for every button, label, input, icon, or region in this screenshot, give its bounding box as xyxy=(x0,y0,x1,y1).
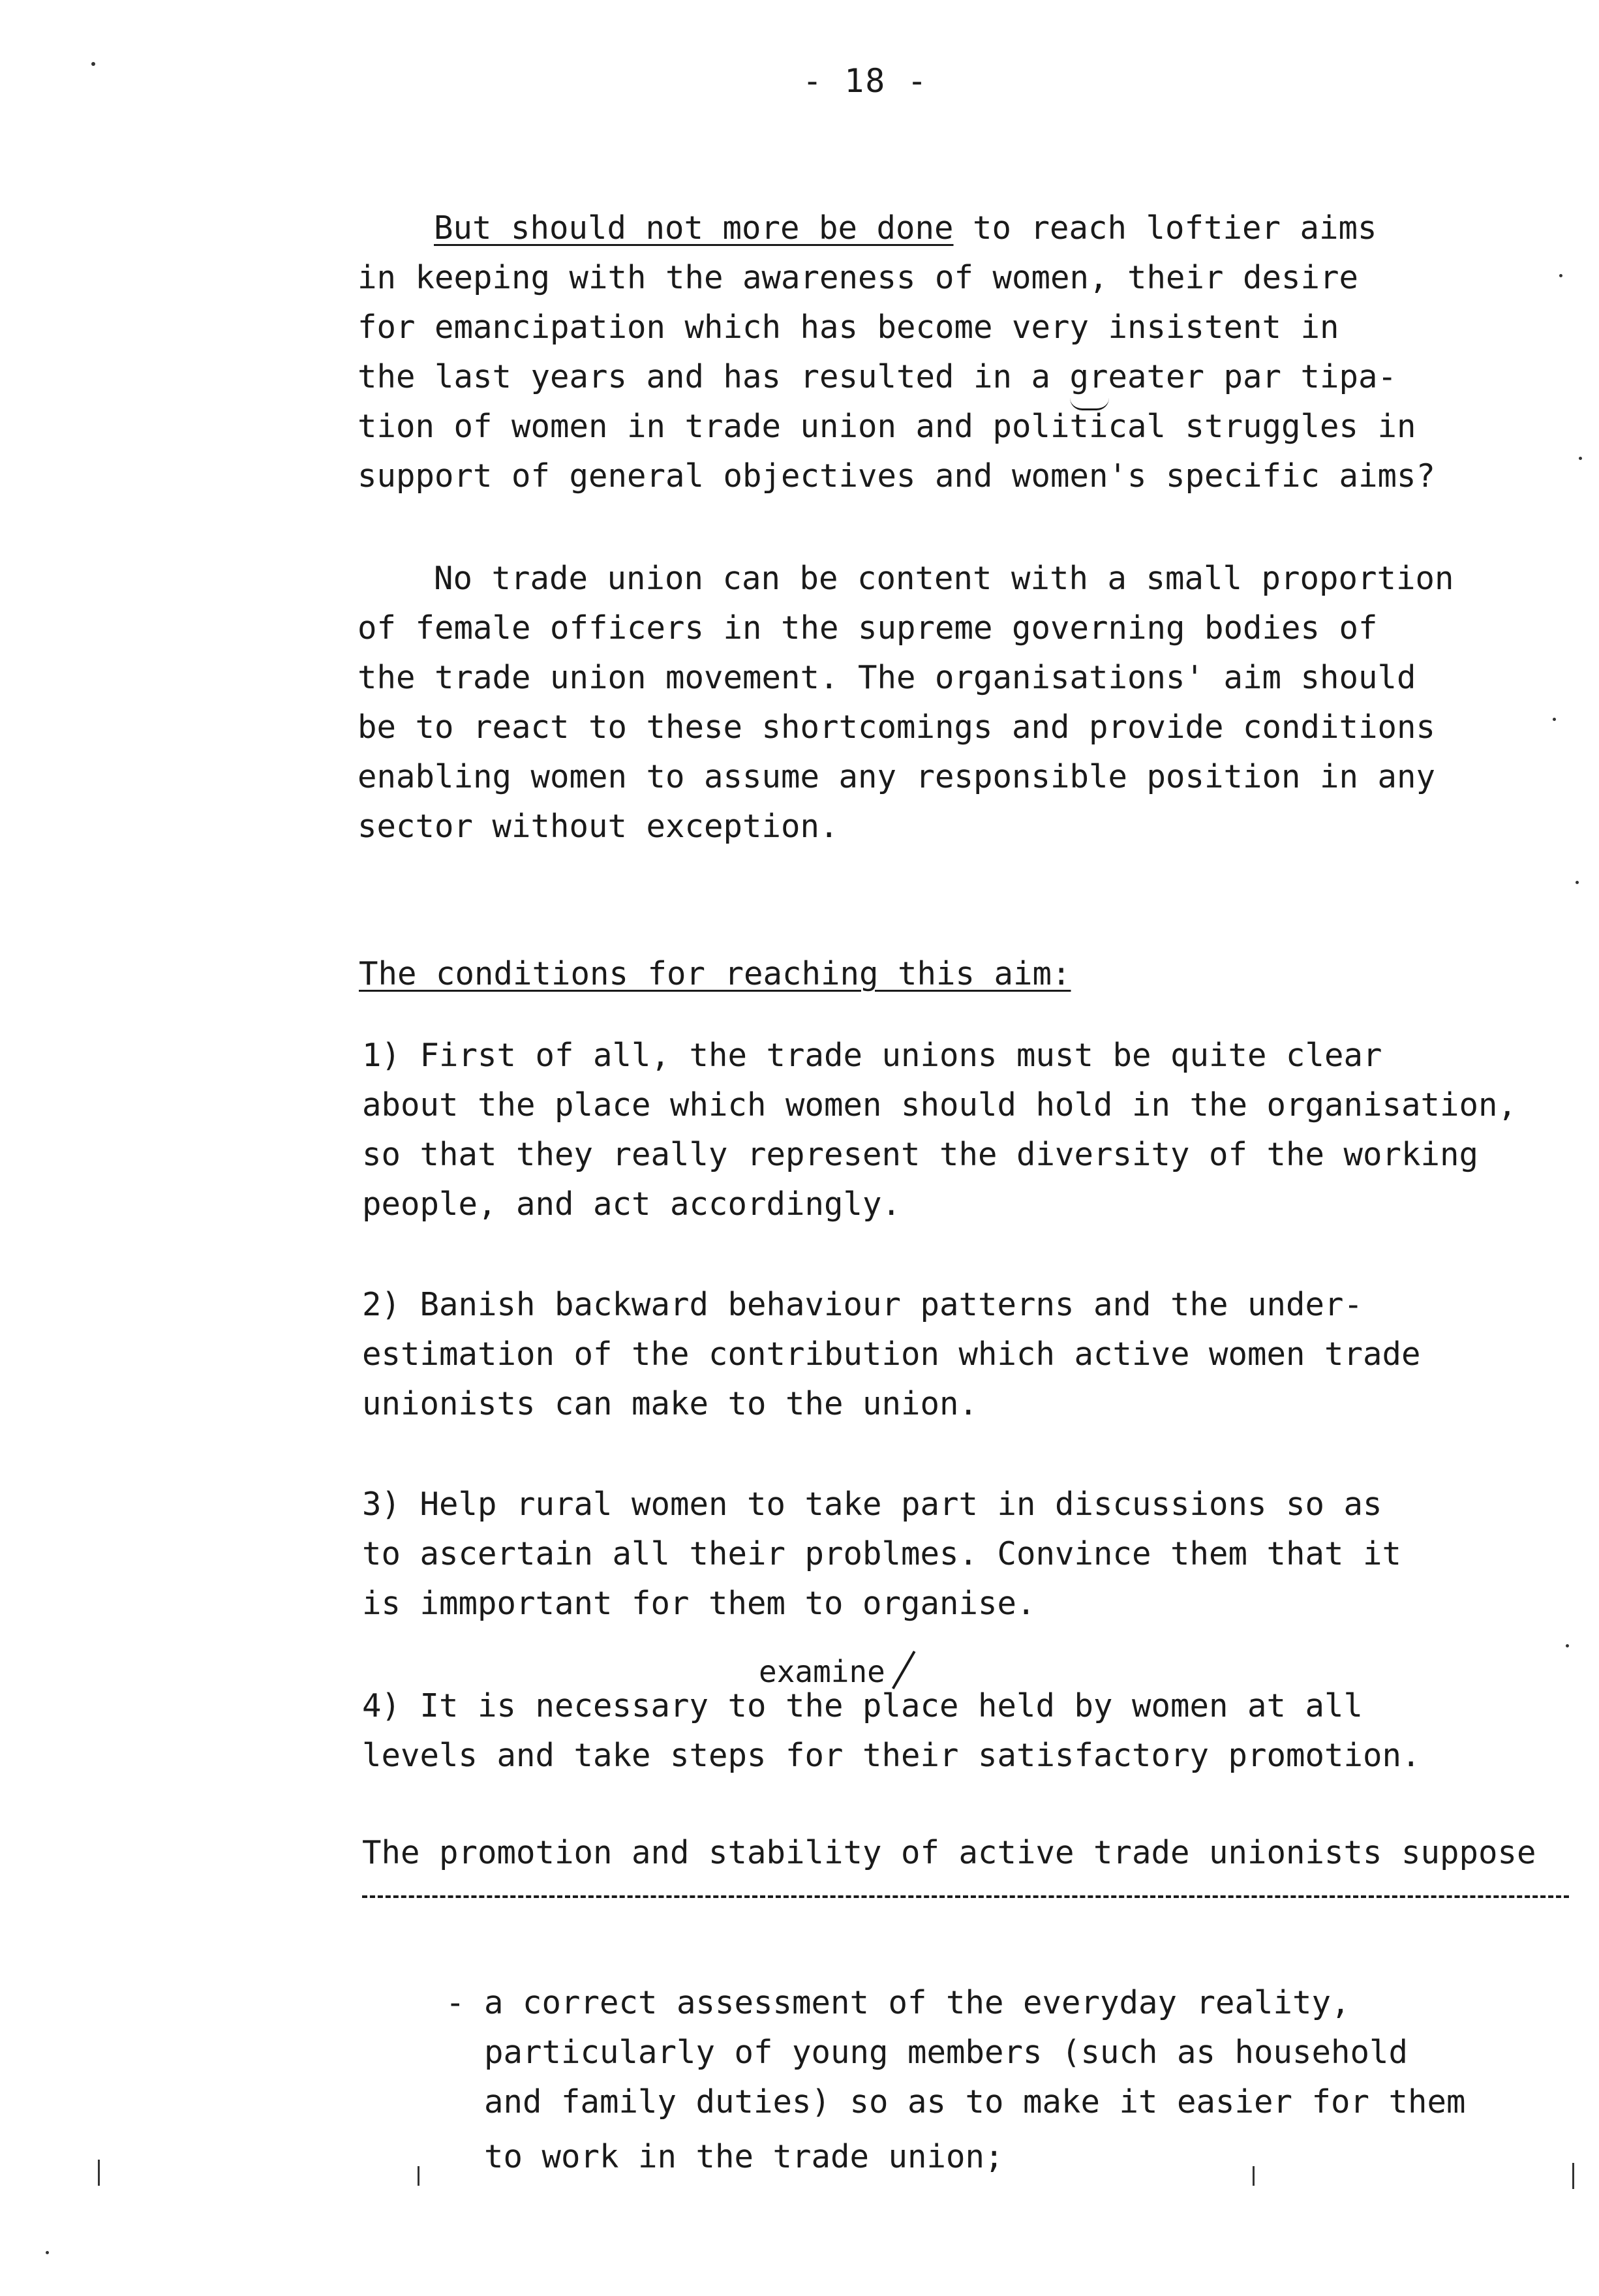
scan-speck xyxy=(418,2166,419,2186)
handwritten-brace-mark xyxy=(1070,398,1109,410)
scan-speck xyxy=(98,2160,100,2186)
underlined-phrase: But should not more be done xyxy=(434,209,954,247)
paragraph-2-line-5: enabling women to assume any responsible position in any xyxy=(358,758,1436,795)
paragraph-1-line-4: the last years and has resulted in a greater par tipa- xyxy=(358,358,1397,395)
page-number: - 18 - xyxy=(802,62,928,100)
item-1-line-3: so that they really represent the diversity of the working xyxy=(362,1136,1479,1173)
paragraph-2-line-1: No trade union can be content with a small proportion xyxy=(434,560,1454,597)
paragraph-1-line-3: for emancipation which has become very insistent in xyxy=(358,309,1339,346)
scan-speck xyxy=(46,2251,49,2254)
scan-speck xyxy=(1576,881,1579,884)
scan-speck xyxy=(1559,274,1562,277)
promotion-heading: The promotion and stability of active trade unionists suppose xyxy=(362,1834,1536,1871)
item-4-line-1: 4) It is necessary to the place held by women at all xyxy=(362,1687,1363,1724)
dashed-divider xyxy=(362,1895,1569,1898)
scan-speck xyxy=(91,62,95,66)
item-2-line-3: unionists can make to the union. xyxy=(362,1385,979,1422)
paragraph-2-line-2: of female officers in the supreme governing bodies of xyxy=(358,609,1378,647)
item-3-line-2: to ascertain all their problmes. Convince them that it xyxy=(362,1535,1402,1572)
item-2-line-2: estimation of the contribution which active women trade xyxy=(362,1336,1421,1373)
paragraph-2-line-6: sector without exception. xyxy=(358,808,839,845)
bullet-1-line-3: and family duties) so as to make it easier for them xyxy=(446,2083,1466,2120)
paragraph-2-line-3: the trade union movement. The organisations' aim should xyxy=(358,659,1416,696)
paragraph-2-line-4: be to react to these shortcomings and provide conditions xyxy=(358,709,1436,746)
item-4-line-2: levels and take steps for their satisfactory promotion. xyxy=(362,1737,1421,1774)
paragraph-1-line-2: in keeping with the awareness of women, their desire xyxy=(358,259,1359,296)
scan-speck xyxy=(1553,718,1556,721)
item-3-line-1: 3) Help rural women to take part in discussions so as xyxy=(362,1486,1382,1523)
scan-speck xyxy=(1253,2166,1255,2186)
item-3-line-3: is immportant for them to organise. xyxy=(362,1585,1036,1622)
item-1-line-1: 1) First of all, the trade unions must be quite clear xyxy=(362,1037,1382,1074)
bullet-1-line-2: particularly of young members (such as household xyxy=(446,2034,1409,2071)
conditions-heading: The conditions for reaching this aim: xyxy=(359,955,1071,992)
bullet-1-line-1: - a correct assessment of the everyday reality, xyxy=(446,1984,1350,2021)
paragraph-1-line-1 xyxy=(434,209,1377,247)
scan-speck xyxy=(1572,2163,1574,2189)
item-2-line-1: 2) Banish backward behaviour patterns and the under- xyxy=(362,1286,1363,1323)
scan-speck xyxy=(1579,457,1582,460)
paragraph-1-line-6: support of general objectives and women's specific aims? xyxy=(358,457,1436,495)
insertion-mark xyxy=(892,1651,915,1689)
item-1-line-4: people, and act accordingly. xyxy=(362,1186,902,1223)
scan-speck xyxy=(1566,1644,1569,1647)
handwritten-insertion: examine xyxy=(759,1654,885,1689)
item-1-line-2: about the place which women should hold in the organisation, xyxy=(362,1086,1517,1124)
paragraph-1-line-5: tion of women in trade union and political struggles in xyxy=(358,408,1416,445)
bullet-1-line-4: to work in the trade union; xyxy=(446,2138,1004,2175)
paragraph-1-line-1-rest: to reach loftier aims xyxy=(953,209,1377,247)
